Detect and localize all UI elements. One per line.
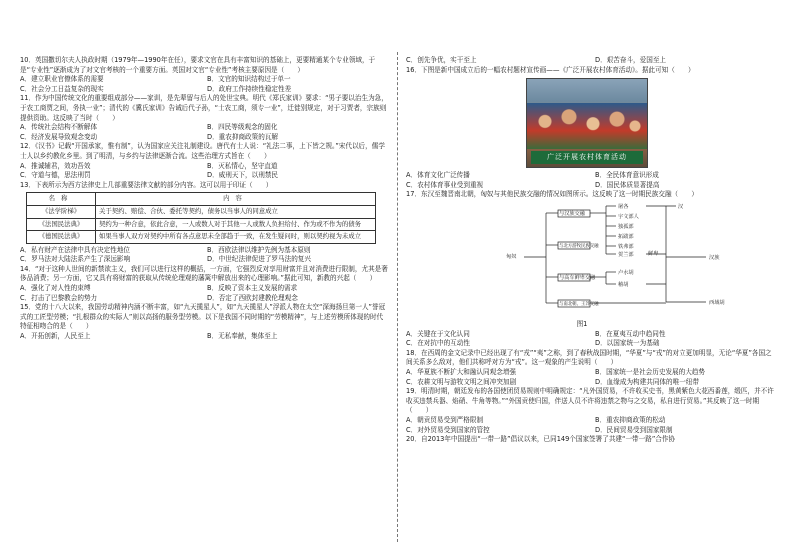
poster-banner: 广泛开展农村体育活动 — [531, 151, 643, 164]
question-11 — [20, 94, 388, 142]
table-row — [27, 218, 376, 231]
option-c: C．农耕文明与游牧文明之间冲突加剧 — [406, 377, 517, 386]
item-6: 贺兰部 — [618, 251, 634, 258]
item-4: 拓跋部 — [618, 233, 634, 240]
option-c: C．罗马法对大陆法系产生了深远影响 — [20, 255, 131, 264]
low-item-2: 稽胡 — [618, 281, 629, 288]
question-11-stem: 11．作为中国传统文化的重要组成部分——家训，是先辈留与后人的处世宝典。明代《郑氏家训》要求：“男子要以治生为急，于农工商贾之间，务执一业”；清代的《冀氏家训》告诫后代子孙，“士农工商，须专一业”，迁徙别规定，对于习贾者，宗族则提供资助。这反映了当时（ ） — [20, 94, 388, 122]
law-name: 《德国民法典》 — [27, 231, 96, 244]
question-12 — [20, 142, 388, 180]
question-15 — [20, 303, 388, 341]
item-5: 铁弗部 — [618, 243, 634, 250]
branch-top: 与汉族交融 — [559, 210, 585, 217]
option-d: D．民间贸易受到国家限制 — [595, 425, 673, 434]
question-10-stem: 10．英国撒切尔夫人执政时期（1979年—1990年在任），要求文官在具有丰富知识的基础上，更要精通某个专业领域，于是“专业性”逐渐成为了对文官考核的一个重要方面。英国对文官“专业性”考核主要原因是（ ） — [20, 56, 376, 74]
law-name: 《法学阶梯》 — [27, 205, 96, 218]
option-d: D．威刑天下，以刑禁民 — [207, 171, 279, 180]
question-13 — [20, 181, 388, 265]
low-item-1: 卢水胡 — [618, 269, 634, 276]
item-1: 屠各 — [618, 203, 629, 210]
option-d: D．中世纪法律促进了罗马法的复兴 — [207, 255, 311, 264]
question-16 — [406, 66, 778, 191]
option-b: B．灭私情心，坚守直道 — [207, 161, 278, 170]
option-b: B．文官的知识结构过于单一 — [207, 75, 291, 84]
question-17-stem: 17．东汉至魏晋南北朝，匈奴与其他民族交融的情况如图所示。这反映了这一时期民族交融（ ） — [406, 190, 698, 199]
option-c: C．经济发展导致观念变动 — [20, 132, 98, 141]
option-b: B．在夏夷互动中趋同性 — [595, 329, 666, 338]
law-content: 契约为一种合意，依此合意，一人或数人对于其他一人或数人负担给付、作为或不作为的债务 — [96, 218, 376, 231]
question-18 — [406, 349, 778, 387]
option-b: B．反映了资本主义发展的需求 — [207, 284, 298, 293]
law-name: 《法国民法典》 — [27, 218, 96, 231]
question-19 — [406, 387, 778, 435]
option-d: D．以国家统一为基础 — [595, 339, 660, 348]
branch-mid: 与北方游牧民族交融 — [559, 243, 599, 249]
question-16-stem: 16．下图是新中国成立后的一幅农村题材宣传画——《广泛开展农村体育活动》。据此可知（ ） — [406, 65, 695, 74]
law-content: 关于契约、赔偿、合伙、委托等契约，债务以当事人的同意成立 — [96, 205, 376, 218]
node-xiyu: 西域胡 — [709, 299, 725, 306]
option-a: A．开拓创新，人民至上 — [20, 332, 91, 341]
option-c: C．在对抗中的互动性 — [406, 339, 470, 348]
option-a: A．强化了对人性的束缚 — [20, 284, 91, 293]
branch-low: 与高车鲜卑交融 — [559, 274, 596, 281]
option-c: C．对外贸易受到国家的管控 — [406, 425, 490, 434]
option-a: A．推诚辅君，效功吾效 — [20, 161, 91, 170]
left-column — [20, 56, 388, 342]
header-content: 内容 — [96, 193, 376, 206]
mid-node: 鲜卑 — [648, 250, 659, 257]
option-c: C．农村体育事业受到重视 — [406, 180, 484, 189]
option-a: A．传统社会结构不断解体 — [20, 123, 98, 132]
right-top: 汉 — [678, 203, 684, 210]
item-2: 宇文部人 — [618, 213, 639, 220]
option-a: A．华夏族不断扩大和融认同观念增强 — [406, 367, 517, 376]
option-a: A．建立职业官僚体系的需要 — [20, 75, 104, 84]
option-c: C．守道与德，思法刑罚 — [20, 171, 91, 180]
question-13-stem: 13．下表所示为西方法律史上几部重要法律文献的部分内容。这可以用于印证（ ） — [20, 180, 273, 189]
question-19-stem: 19．明清时期，朝廷发布的各国使团贸易规则中明确规定：“凡外国贸易，不许收买史书，黑黄紫色大花西番莲，缎匹，并不许收买违禁兵器、焰硝、牛角等物。”“外国贡使归国，伴送人员不许将违禁之物与之交易，私自进行贸易。”其反映了这一时期（ ） — [406, 387, 774, 415]
figure-caption: 图1 — [576, 319, 588, 328]
table-row — [27, 231, 376, 244]
law-table — [26, 192, 376, 243]
option-d: D．国民体质显著提高 — [595, 180, 660, 189]
option-c: C．创先争优，实干至上 — [406, 56, 477, 64]
option-d: D．否定了西欧封建教伦理观念 — [207, 293, 298, 302]
node-han: 汉族 — [709, 254, 720, 261]
question-20 — [406, 435, 778, 445]
option-a: A．私有财产在法律中具有决定性地位 — [20, 245, 131, 254]
header-name: 名称 — [27, 193, 96, 206]
question-12-stem: 12．《汉书》记载“开国承家，惟有制”，认为国家应关注礼制建设。唐代有士人说：“礼法二事，上下皆之规。”宋代以后，儒学士人以乡约教化乡里。到了明清，与乡约与法律逐渐合流。这些治理方式旨在（ ） — [20, 142, 385, 160]
question-17 — [406, 190, 778, 348]
option-b: B．西欧法律以维护先例为基本原则 — [207, 245, 311, 254]
table-row — [27, 205, 376, 218]
option-a: A．朝贡贸易受到严格限制 — [406, 415, 484, 424]
option-b: B．无私奉献，集体至上 — [207, 332, 278, 341]
question-15-continued — [406, 56, 778, 66]
option-c: C．打击了巴黎教会的势力 — [20, 293, 98, 302]
option-b: B．重农抑商政策的松动 — [595, 415, 666, 424]
question-14 — [20, 265, 388, 303]
question-14-stem: 14．“对于这种人世间的新禁欲主义，我们可以进行这样的概括，一方面，它强烈反对享用财富并且对消费进行限制，尤其是奢侈品消费；另一方面，它又具有将财富的获取从传统伦理观的藩篱中解放出来的心理影响。”据此可知，新教的兴起（ ） — [20, 264, 388, 283]
propaganda-poster-image — [526, 78, 648, 168]
option-d: D．重农抑商政策的瓦解 — [207, 132, 279, 141]
question-18-stem: 18．在西周的金文记录中已经出现了有“戎”“夷”之称，到了春秋战国时期，“华夏”与“戎”的对立更加明显，无论“华夏”各国之间关系多么敌对，他们共称呼对方为“戎”。这一观象的产生说明（ ） — [406, 348, 772, 367]
poster-crowd — [527, 103, 647, 149]
branch-bottom: 与南北朝、王莽交融 — [559, 301, 599, 307]
option-d: D．血缘成为构建共同体的唯一纽带 — [595, 377, 699, 386]
column-divider — [397, 52, 399, 542]
right-column — [406, 56, 778, 445]
option-b: B．全民体育意识形成 — [595, 171, 659, 180]
option-c: C．社会分工日益复杂的现实 — [20, 84, 104, 93]
law-content: 如果当事人双方对契约中所有各点意思未全部趋于一致，在发生疑问时，则以契约视为未成立 — [96, 231, 376, 244]
question-20-stem: 20．自2013年中国提出“一带一路”倡议以来，已同149个国家签署了共建“一带一路”合作协 — [406, 435, 676, 444]
question-10 — [20, 56, 388, 94]
option-d: D．政府工作持续性稳定性差 — [207, 84, 292, 93]
table-header-row — [27, 193, 376, 206]
node-xiongnu: 匈奴 — [506, 253, 517, 260]
option-a: A．关键在于文化认同 — [406, 329, 470, 338]
ethnic-fusion-diagram — [506, 202, 736, 320]
option-b: B．四民等级观念的固化 — [207, 123, 278, 132]
option-a: A．体育文化广泛传播 — [406, 171, 470, 180]
question-15-stem: 15．党的十八大以来，我国劳动精神内涵不断丰富，如“九天揽星人”，如“九天揽星人”浮派人物在太空“深海扬旦第一人”誉冠式的工匠型劳模；“扎根群众的实际人”则以高扬的服务型劳模。以下是我国不同时期的“劳模精神”，与上述劳模所体现的时代特征相吻合的是（ ） — [20, 303, 386, 331]
item-3: 独孤部 — [618, 223, 634, 230]
option-b: B．国家统一是社会历史发展的大趋势 — [595, 367, 706, 376]
option-d: D．艰苦奋斗，爱国至上 — [595, 56, 667, 64]
